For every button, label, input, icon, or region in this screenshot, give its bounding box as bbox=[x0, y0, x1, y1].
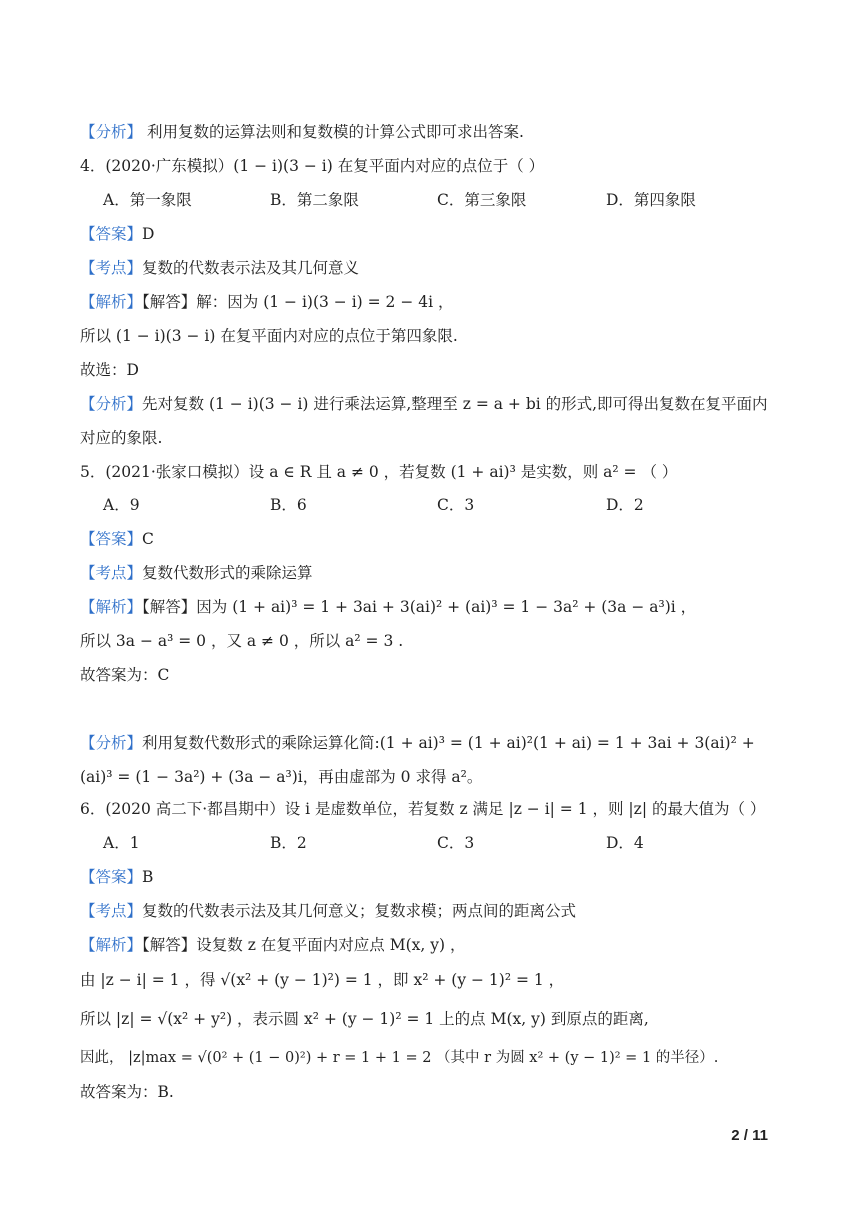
analysis-tag: 【分析】 bbox=[80, 734, 143, 752]
point-tag: 【考点】 bbox=[80, 259, 143, 277]
analysis-text: 先对复数 (1 − i)(3 − i) 进行乘法运算,整理至 z = a + bi 的形式,即可得出复数在复平面内 bbox=[142, 395, 768, 413]
q6-stem: 6．(2020 高二下·都昌期中）设 i 是虚数单位，若复数 z 满足 |z − i| = 1 ，则 |z| 的最大值为（ ） bbox=[80, 800, 766, 818]
q3-analysis bbox=[80, 121, 800, 143]
q5-point bbox=[80, 562, 800, 584]
q4-solution-2: 所以 (1 − i)(3 − i) 在复平面内对应的点位于第四象限. bbox=[80, 327, 458, 345]
q5-analysis-1 bbox=[80, 732, 800, 754]
q5-solution-2: 所以 3a − a³ = 0 ，又 a ≠ 0 ，所以 a² = 3 . bbox=[80, 632, 404, 650]
q4-option-d: D．第四象限 bbox=[606, 191, 696, 209]
q6-option-d: D．4 bbox=[606, 834, 644, 852]
point-tag: 【考点】 bbox=[80, 564, 143, 582]
page-number: 2 / 11 bbox=[731, 1127, 768, 1144]
q4-answer bbox=[80, 223, 800, 245]
q5-analysis-2: (ai)³ = (1 − 3a²) + (3a − a³)i，再由虚部为 0 求得 a²。 bbox=[80, 768, 483, 786]
solution-text: 【解答】解：因为 (1 − i)(3 − i) = 2 − 4i ， bbox=[142, 293, 454, 311]
q4-point bbox=[80, 257, 800, 279]
q5-answer bbox=[80, 528, 800, 550]
analysis-tag: 【分析】 bbox=[80, 395, 143, 413]
q6-point bbox=[80, 900, 800, 922]
point-text: 复数的代数表示法及其几何意义 bbox=[142, 259, 360, 277]
q6-solution-3: 所以 |z| = √(x² + y²) ，表示圆 x² + (y − 1)² = 1 上的点 M(x, y) 到原点的距离, bbox=[80, 1010, 649, 1028]
q5-solution-1 bbox=[80, 596, 800, 618]
point-tag: 【考点】 bbox=[80, 902, 143, 920]
q5-solution-3: 故答案为：C bbox=[80, 666, 170, 684]
solution-text: 【解答】设复数 z 在复平面内对应点 M(x, y) ， bbox=[142, 936, 466, 954]
q4-option-b: B．第二象限 bbox=[270, 191, 359, 209]
q4-option-a: A．第一象限 bbox=[103, 191, 192, 209]
q6-answer bbox=[80, 866, 800, 888]
solution-tag: 【解析】 bbox=[80, 293, 143, 311]
q6-solution-1 bbox=[80, 934, 800, 956]
point-text: 复数代数形式的乘除运算 bbox=[142, 564, 313, 582]
q6-solution-2: 由 |z − i| = 1 ，得 √(x² + (y − 1)²) = 1 ，即 x² + (y − 1)² = 1 ， bbox=[80, 971, 565, 989]
q4-option-c: C．第三象限 bbox=[437, 191, 527, 209]
q4-solution-1 bbox=[80, 291, 800, 313]
solution-tag: 【解析】 bbox=[80, 936, 143, 954]
answer-tag: 【答案】 bbox=[80, 530, 143, 548]
q6-option-a: A．1 bbox=[103, 834, 140, 852]
solution-text: 【解答】因为 (1 + ai)³ = 1 + 3ai + 3(ai)² + (ai)³ = 1 − 3a² + (3a − a³)i ， bbox=[142, 598, 697, 616]
analysis-tag: 【分析】 bbox=[80, 123, 143, 141]
q5-option-d: D．2 bbox=[606, 496, 644, 514]
q4-solution-3: 故选：D bbox=[80, 361, 139, 379]
point-text: 复数的代数表示法及其几何意义；复数求模；两点间的距离公式 bbox=[142, 902, 577, 920]
q5-option-c: C．3 bbox=[437, 496, 475, 514]
q6-option-c: C．3 bbox=[437, 834, 475, 852]
analysis-text: 利用复数的运算法则和复数模的计算公式即可求出答案. bbox=[142, 123, 524, 141]
answer-tag: 【答案】 bbox=[80, 225, 143, 243]
q6-solution-4: 因此， |z|max = √(0² + (1 − 0)²) + r = 1 + 1 = 2 （其中 r 为圆 x² + (y − 1)² = 1 的半径）. bbox=[80, 1050, 719, 1066]
q5-option-b: B．6 bbox=[270, 496, 307, 514]
answer-tag: 【答案】 bbox=[80, 868, 143, 886]
q5-option-a: A．9 bbox=[103, 496, 140, 514]
q5-stem: 5．(2021·张家口模拟）设 a ∈ R 且 a ≠ 0 ，若复数 (1 + ai)³ 是实数，则 a² = （ ） bbox=[80, 463, 678, 481]
q6-solution-5: 故答案为：B. bbox=[80, 1083, 174, 1101]
q6-option-b: B．2 bbox=[270, 834, 307, 852]
q4-analysis-2: 对应的象限. bbox=[80, 429, 163, 447]
answer-value: D bbox=[142, 225, 155, 243]
solution-tag: 【解析】 bbox=[80, 598, 143, 616]
q4-analysis-1 bbox=[80, 393, 800, 415]
answer-value: C bbox=[142, 530, 154, 548]
answer-value: B bbox=[142, 868, 154, 886]
analysis-text: 利用复数代数形式的乘除运算化简:(1 + ai)³ = (1 + ai)²(1 + ai) = 1 + 3ai + 3(ai)² + bbox=[142, 734, 755, 752]
q4-stem: 4．(2020·广东模拟）(1 − i)(3 − i) 在复平面内对应的点位于（ ） bbox=[80, 157, 545, 175]
